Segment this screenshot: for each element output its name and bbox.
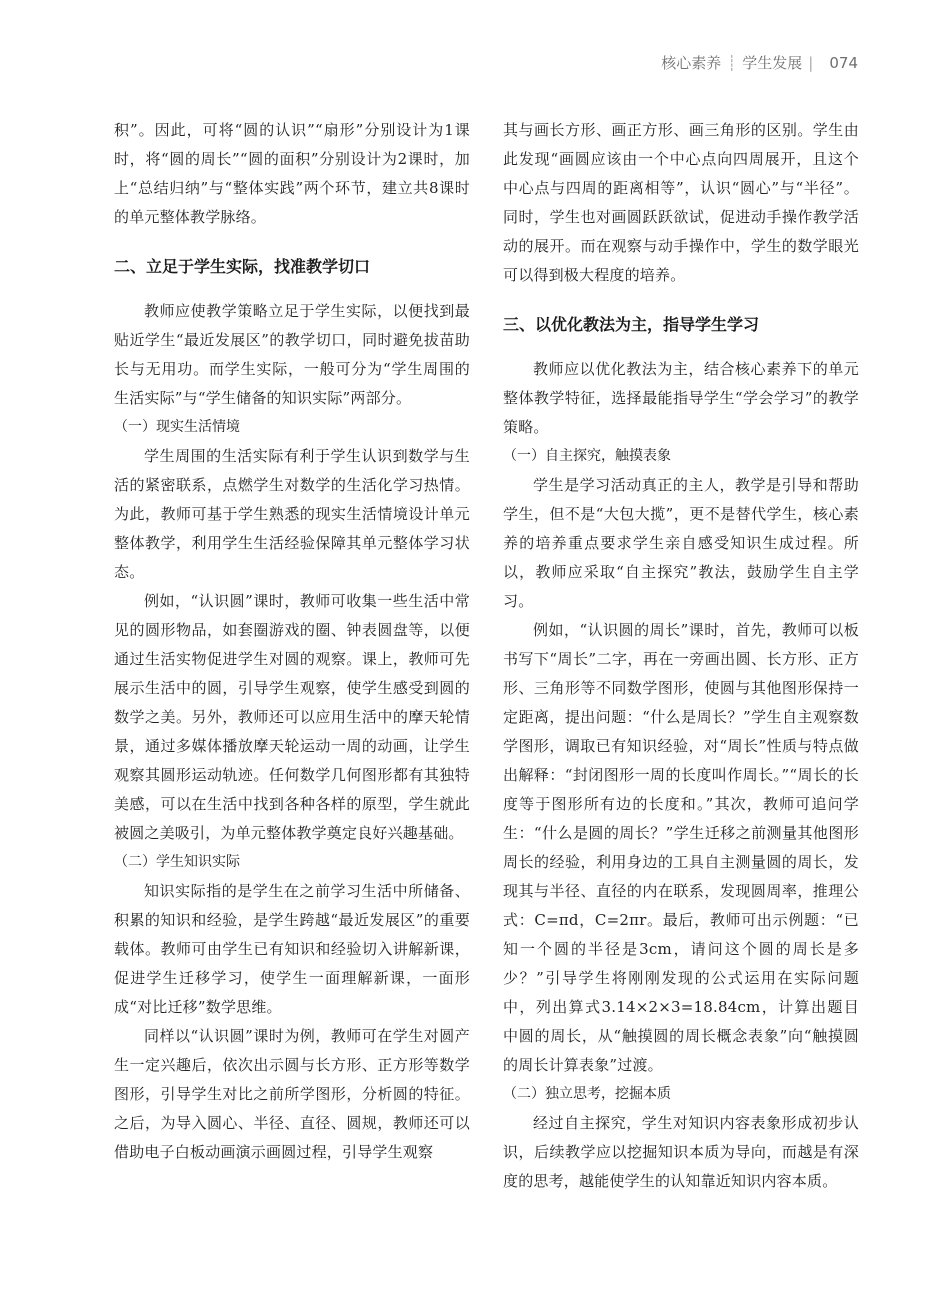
paragraph-continuation: 其与画长方形、画正方形、画三角形的区别。学生由此发现“画圆应该由一个中心点向四周展开，且这个中心点与四周的距离相等”，认识“圆心”与“半径”。同时，学生也对画圆跃跃欲试，促进动手操作教学活动的展开。而在观察与动手操作中，学生的数学眼光可以得到极大程度的培养。 [503,121,859,284]
subsection-heading-real-life: （一）现实生活情境 [114,419,240,435]
running-header [661,52,858,73]
section-heading-2: 二、立足于学生实际，找准教学切口 [114,257,371,276]
left-column [114,116,470,1167]
section-heading-3: 三、以优化教法为主，指导学生学习 [503,315,760,334]
paragraph: 例如，“认识圆的周长”课时，首先，教师可以板书写下“周长”二字，再在一旁画出圆、长方形、正方形、三角形等不同数学图形，使圆与其他图形保持一定距离，提出问题：“什么是周长？”学生自主观察数学图形，调取已有知识经验，对“周长”性质与特点做出解释：“封闭图形一周的长度叫作周长。”“周长的长度等于图形所有边的长度和。”其次，教师可追问学生：“什么是圆的周长？”学生迁移之前测量其他图形周长的经验，利用身边的工具自主测量圆的周长，发现其与半径、直径的内在联系，发现圆周率，推理公式：C=πd，C=2πr。最后，教师可出示例题：“已知一个圆的半径是3cm，请问这个圆的周长是多少？”引导学生将刚刚发现的公式运用在实际问题中，列出算式3.14×2×3=18.84cm，计算出题目中圆的周长，从“触摸圆的周长概念表象”向“触摸圆的周长计算表象”过渡。 [503,621,859,1074]
header-separator-2: | [808,54,814,72]
paragraph: 学生是学习活动真正的主人，教学是引导和帮助学生，但不是“大包大揽”，更不是替代学生，核心素养的培养重点要求学生亲自感受知识生成过程。所以，教师应采取“自主探究”教法，鼓励学生自主学习。 [503,476,859,610]
subsection-heading-independent-thinking: （二）独立思考，挖掘本质 [503,1086,671,1102]
paragraph: 同样以“认识圆”课时为例，教师可在学生对圆产生一定兴趣后，依次出示圆与长方形、正方形等数学图形，引导学生对比之前所学图形，分析圆的特征。之后，为导入圆心、半径、直径、圆规，教师还可以借助电子白板动画演示画圆过程，引导学生观察 [114,1027,470,1161]
paragraph: 例如，“认识圆”课时，教师可收集一些生活中常见的圆形物品，如套圈游戏的圈、钟表圆盘等，以便通过生活实物促进学生对圆的观察。课上，教师可先展示生活中的圆，引导学生观察，使学生感受到圆的数学之美。另外，教师还可以应用生活中的摩天轮情景，通过多媒体播放摩天轮运动一周的动画，让学生观察其圆形运动轨迹。任何数学几何图形都有其独特美感，可以在生活中找到各种各样的原型，学生就此被圆之美吸引，为单元整体教学奠定良好兴趣基础。 [114,592,470,842]
paragraph: 教师应以优化教法为主，结合核心素养下的单元整体教学特征，选择最能指导学生“学会学习”的教学策略。 [503,360,859,436]
paragraph: 学生周围的生活实际有利于学生认识到数学与生活的紧密联系，点燃学生对数学的生活化学习热情。为此，教师可基于学生熟悉的现实生活情境设计单元整体教学，利用学生生活经验保障其单元整体学习状态。 [114,447,470,581]
paragraph-continuation: 积”。因此，可将“圆的认识”“扇形”分别设计为1课时，将“圆的周长”“圆的面积”分别设计为2课时，加上“总结归纳”与“整体实践”两个环节，建立共8课时的单元整体教学脉络。 [114,121,470,226]
subsection-heading-knowledge: （二）学生知识实际 [114,854,240,870]
subsection-heading-self-exploration: （一）自主探究，触摸表象 [503,448,671,464]
right-column [503,116,859,1196]
paragraph: 知识实际指的是学生在之前学习生活中所储备、积累的知识和经验，是学生跨越“最近发展区”的重要载体。教师可由学生已有知识和经验切入讲解新课，促进学生迁移学习，使学生一面理解新课，一面形成“对比迁移”数学思维。 [114,882,470,1016]
page-number: 074 [829,54,858,72]
header-subsection: 学生发展 [742,54,803,72]
paragraph: 经过自主探究，学生对知识内容表象形成初步认识，后续教学应以挖掘知识本质为导向，而越是有深度的思考，越能使学生的认知靠近知识内容本质。 [503,1114,859,1190]
paragraph: 教师应使教学策略立足于学生实际，以便找到最贴近学生“最近发展区”的教学切口，同时避免拔苗助长与无用功。而学生实际，一般可分为“学生周围的生活实际”与“学生储备的知识实际”两部分。 [114,302,470,407]
header-separator: ┊ [727,54,737,72]
header-section: 核心素养 [661,54,722,72]
